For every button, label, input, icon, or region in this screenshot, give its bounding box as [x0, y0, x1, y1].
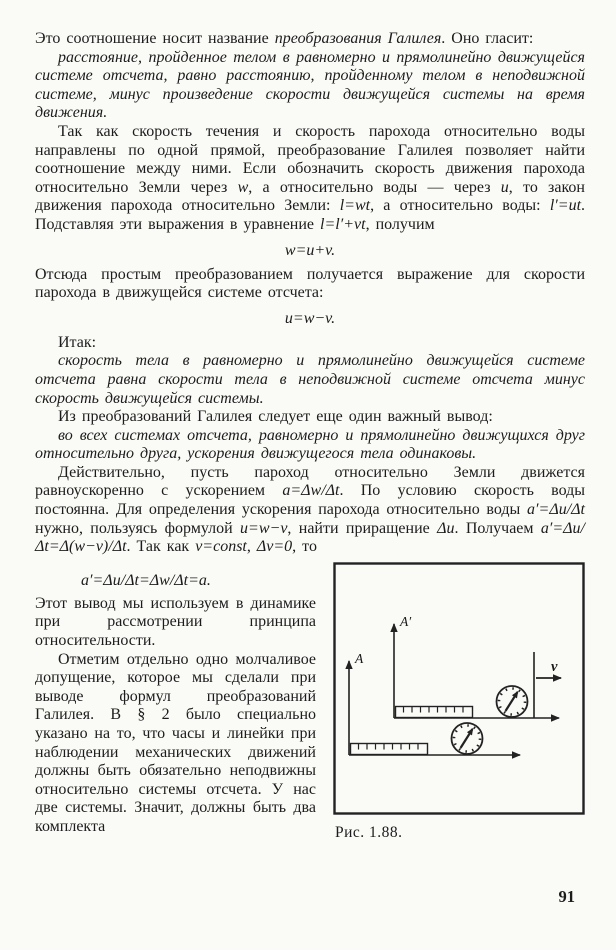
paragraph-galileo-name: Это соотношение носит название преобразования Галилея. Оно гласит: [35, 30, 534, 47]
paragraph-derivation: Отсюда простым преобразованием получается выражение для скорости парохода в движущейся системе отсчета: [35, 265, 585, 302]
velocity-vector [534, 652, 561, 718]
page-number: 91 [558, 887, 575, 906]
frame-a [349, 651, 520, 755]
figure-caption: Рис. 1.88. [335, 823, 403, 841]
velocity-label: v [551, 658, 558, 675]
a-prime-axis-label: A′ [400, 613, 412, 629]
paragraph-statement-distance: расстояние, пройденное телом в равномерно и прямолинейно движущейся системе отсчета, равно расстоянию, пройденному телом в неподвижной системе, минус произведение скорости движущейся системы на время движения. [35, 48, 585, 122]
paragraph-important-conclusion: Из преобразований Галилея следует еще один важный вывод: [58, 408, 493, 426]
a-axis-label: A [355, 650, 364, 666]
paragraph-statement-acceleration: во всех системах отсчета, равномерно и прямолинейно движущихся друг относительно друга, ускорения движущегося тела одинаковы. [35, 426, 585, 463]
paragraph-dynamics-note: Этот вывод мы используем в динамике при рассмотрении принципа относительности. [35, 594, 316, 650]
paragraph-statement-speed: скорость тела в равномерно и прямолинейно движущейся системе отсчета равна скорости тела в неподвижной системе отсчета минус скорость движущейся системы. [35, 352, 585, 407]
equation-w-u-v: w=u+v. [284, 241, 336, 259]
figure-1-88 [333, 562, 585, 842]
paragraph-acceleration-proof: Действительно, пусть пароход относительно Земли движется равноускоренно с ускорением a=Δw/Δt. По условию скорость воды постоянна. Для определения ускорения парохода относительно воды a′=Δu/Δt нужно, пользуясь формулой u=w−v, найти приращение Δu. Получаем a′=Δu/Δt=Δ(w−v)/Δt. Так как v=const, Δv=0, то [35, 463, 586, 556]
two-column-section [35, 562, 585, 842]
paragraph-tacit-assumption: Отметим отдельно одно молчаливое допущение, которое мы сделали при выводе формул преобразований Галилея. В § 2 было специально указано на то, что часы и линейки при наблюдении механических движений должны быть обязательно неподвижны относительно системы отсчета. У нас две системы. Значит, должны быть два комплекта [35, 650, 316, 835]
equation-u-w-v: u=w−v. [284, 309, 336, 327]
main-text [35, 30, 585, 842]
paragraph-itak: Итак: [58, 333, 97, 351]
ruler-lower [351, 743, 428, 754]
frame-a-prime [394, 614, 561, 718]
figure-border [335, 563, 584, 813]
left-column [35, 562, 316, 837]
clock-upper [497, 686, 528, 717]
clock-lower [452, 723, 483, 754]
right-column [333, 562, 585, 842]
figure-drawing [333, 562, 585, 815]
ruler-upper [396, 706, 473, 717]
paragraph-steamer-speeds: Так как скорость течения и скорость парохода относительно воды направлены по одной прямой, преобразование Галилея позволяет найти соотношение между ними. Если обозначить скорость движения парохода относительно Земли через w, а относительно воды — через u, то закон движения парохода относительно Земли: l=wt, а относительно воды: l′=ut. Подставляя эти выражения в уравнение l=l′+vt, получим [35, 122, 586, 233]
equation-acceleration: a′=Δu/Δt=Δw/Δt=a. [81, 571, 211, 589]
